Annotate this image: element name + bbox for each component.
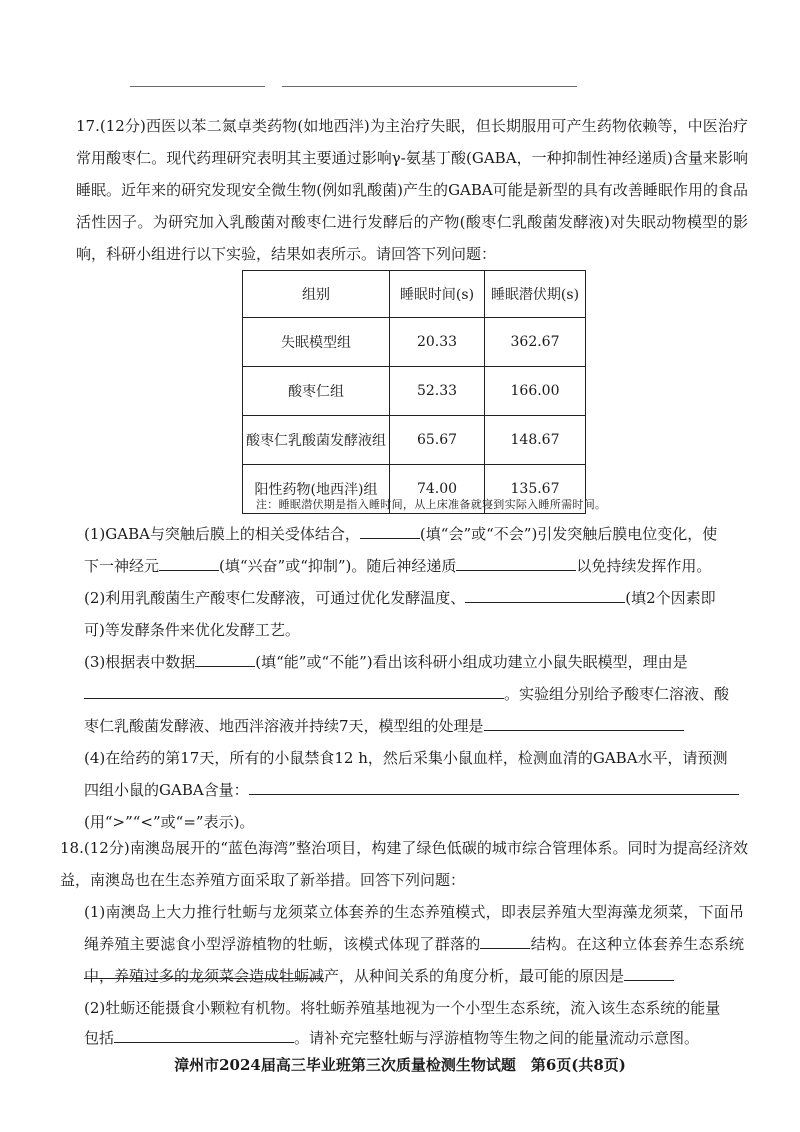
q17-s3-text-b: (填“能”或“不能”)看出该科研小组成功建立小鼠失眠模型，理由是 bbox=[255, 653, 688, 671]
q17-s3-text-a: (3)根据表中数据 bbox=[84, 653, 196, 671]
answer-blank[interactable] bbox=[480, 930, 530, 949]
table-header-sleep-time: 睡眠时间(s) bbox=[390, 271, 485, 318]
answer-blank[interactable] bbox=[195, 648, 255, 667]
table-row bbox=[243, 416, 586, 465]
q17-s3-text-c: 。实验组分别给予酸枣仁溶液、酸 bbox=[504, 685, 730, 703]
q18-sub2-line1 bbox=[84, 992, 720, 1024]
q18-sub1-blank-line bbox=[84, 958, 324, 990]
answer-blank[interactable] bbox=[84, 680, 504, 699]
results-table bbox=[242, 270, 586, 514]
answer-blank[interactable] bbox=[249, 776, 739, 795]
answer-blank[interactable] bbox=[484, 712, 684, 731]
table-note: 注：睡眠潜伏期是指入睡时间，从上床准备就寝到实际入睡所需时间。 bbox=[256, 498, 607, 511]
q17-sub4-line2 bbox=[84, 774, 739, 806]
table-cell: 20.33 bbox=[390, 318, 485, 367]
table-header-latency: 睡眠潜伏期(s) bbox=[485, 271, 586, 318]
table-cell: 失眠模型组 bbox=[243, 318, 390, 367]
table-row bbox=[243, 318, 586, 367]
q17-sub4-line1 bbox=[84, 742, 728, 774]
answer-blank[interactable] bbox=[465, 584, 625, 603]
answer-blank[interactable] bbox=[360, 520, 420, 539]
table-cell: 52.33 bbox=[390, 367, 485, 416]
q17-s2-text-c: 可)等发酵条件来优化发酵工艺。 bbox=[84, 621, 300, 639]
answer-blank[interactable] bbox=[114, 1024, 294, 1043]
q18-sub2-line2 bbox=[84, 1022, 699, 1054]
answer-blank[interactable] bbox=[84, 960, 324, 979]
q17-s1-text-b: (填“会”或“不会”)引发突触后膜电位变化，使 bbox=[419, 525, 718, 543]
table-header-row bbox=[243, 271, 586, 318]
q17-s1-text-c: 下一神经元 bbox=[84, 557, 160, 575]
answer-blank[interactable] bbox=[159, 552, 219, 571]
answer-blank[interactable] bbox=[456, 552, 576, 571]
q17-s4-text-c: (用“>”“<”或“=”表示)。 bbox=[84, 813, 255, 831]
q17-s2-text-b: (填2个因素即 bbox=[625, 589, 716, 607]
q18-intro: 18.(12分)南澳岛展开的“蓝色海湾”整治项目，构建了绿色低碳的城市综合管理体系。同时为提高经济效益，南澳岛也在生态养殖方面采取了新举措。回答下列问题： bbox=[60, 839, 748, 889]
q17-intro: 17.(12分)西医以苯二氮卓类药物(如地西泮)为主治疗失眠，但长期服用可产生药物依赖等，中医治疗常用酸枣仁。现代药理研究表明其主要通过影响γ-氨基丁酸(GABA，一种抑制性神经递质)含量来影响睡眠。近年来的研究发现安全微生物(例如乳酸菌)产生的GABA可能是新型的具有改善睡眠作用的食品活性因子。为研究加入乳酸菌对酸枣仁进行发酵后的产物(酸枣仁乳酸菌发酵液)对失眠动物模型的影响，科研小组进行以下实验，结果如表所示。请回答下列问题： bbox=[76, 117, 748, 263]
table-cell: 166.00 bbox=[485, 367, 586, 416]
table-header-group: 组别 bbox=[243, 271, 390, 318]
table-cell: 148.67 bbox=[485, 416, 586, 465]
answer-blank[interactable] bbox=[624, 962, 674, 981]
top-rule-right bbox=[282, 86, 577, 87]
table-cell: 135.67 bbox=[485, 465, 586, 514]
q17-sub2-line1 bbox=[84, 582, 716, 614]
q17-sub1-line2 bbox=[84, 550, 711, 582]
table-cell: 阳性药物(地西泮)组 bbox=[243, 465, 390, 514]
q17-s1-text-a: (1)GABA与突触后膜上的相关受体结合， bbox=[84, 525, 360, 543]
q17-s4-text-a: (4)在给药的第17天，所有的小鼠禁食12 h，然后采集小鼠血样，检测血清的GABA水平，请预测 bbox=[84, 749, 728, 767]
q18-s1-text-b: 结构。在这种立体套养生态系统中，养殖过多的龙须菜会造成牡蛎减产，从种间关系的角度分析，最可能的原因是 bbox=[84, 935, 744, 985]
table-cell: 65.67 bbox=[390, 416, 485, 465]
q17-s3-text-d: 枣仁乳酸菌发酵液、地西泮溶液并持续7天，模型组的处理是 bbox=[84, 717, 484, 735]
q18-s2-text-c: 。请补充完整牡蛎与浮游植物等生物之间的能量流动示意图。 bbox=[294, 1029, 700, 1047]
table-cell: 酸枣仁乳酸菌发酵液组 bbox=[243, 416, 390, 465]
q18-s2-text-a: (2)牡蛎还能摄食小颗粒有机物。将牡蛎养殖基地视为一个小型生态系统，流入该生态系统的能量 bbox=[84, 999, 721, 1017]
q17-s2-text-a: (2)利用乳酸菌生产酸枣仁发酵液，可通过优化发酵温度、 bbox=[84, 589, 466, 607]
q17-sub2-line2 bbox=[84, 614, 300, 646]
q17-sub3-line1 bbox=[84, 646, 688, 678]
table-row bbox=[243, 367, 586, 416]
q18-s2-text-b: 包括 bbox=[84, 1029, 115, 1047]
q17-sub3-line2 bbox=[84, 678, 729, 710]
q17-sub3-line3 bbox=[84, 710, 684, 742]
table-cell: 酸枣仁组 bbox=[243, 367, 390, 416]
q17-sub1-line1 bbox=[84, 518, 717, 550]
table-cell: 74.00 bbox=[390, 465, 485, 514]
table-cell: 362.67 bbox=[485, 318, 586, 367]
q18-s1-text-a: (1)南澳岛上大力推行牡蛎与龙须菜立体套养的生态养殖模式，即表层养殖大型海藻龙须菜，下面吊绳养殖主要滤食小型浮游植物的牡蛎，该模式体现了群落的 bbox=[84, 903, 744, 953]
q17-s4-text-b: 四组小鼠的GABA含量： bbox=[84, 781, 249, 799]
q17-s1-text-e: 以免持续发挥作用。 bbox=[576, 557, 712, 575]
page-footer: 漳州市2024届高三毕业班第三次质量检测生物试题 第6页(共8页) bbox=[174, 1056, 626, 1074]
q17-s1-text-d: (填“兴奋”或“抑制”)。随后神经递质 bbox=[219, 557, 457, 575]
top-rule-left bbox=[130, 86, 265, 87]
